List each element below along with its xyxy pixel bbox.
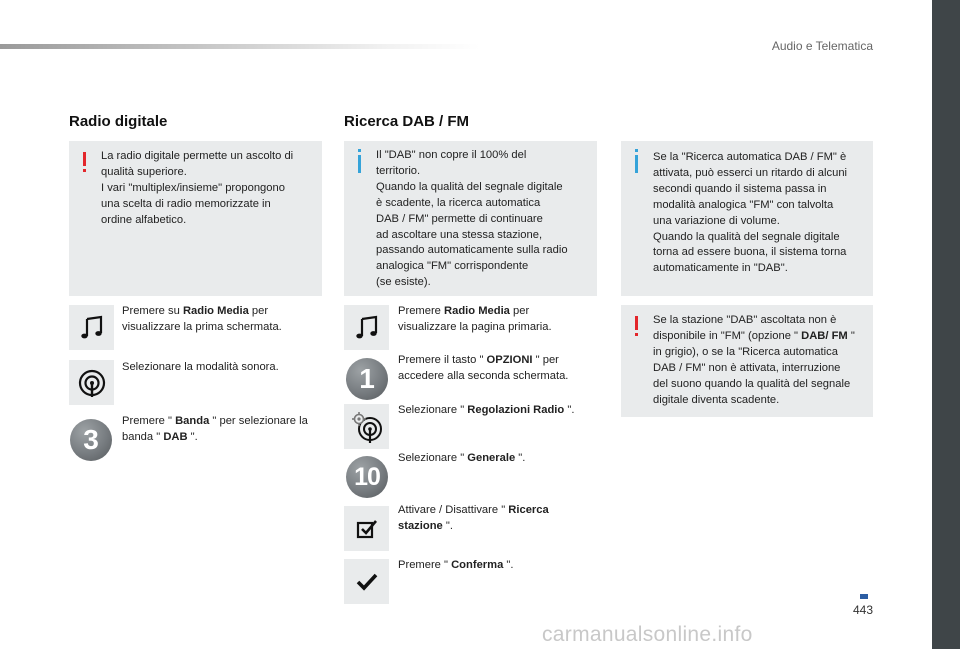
- note-line: ordine alfabetico.: [101, 213, 187, 226]
- note-line: ad ascoltare una stessa stazione,: [376, 228, 543, 241]
- note-line: in grigio), o se la "Ricerca automatica: [653, 345, 838, 358]
- step-keyword: DAB: [163, 430, 188, 443]
- step-text-part: Selezionare ": [398, 404, 468, 416]
- step-text-part: Premere: [398, 305, 445, 317]
- note-line: (se esiste).: [376, 276, 431, 289]
- note-line: Se la "Ricerca automatica DAB / FM" è: [653, 151, 847, 163]
- note-line: passando automaticamente sulla radio: [376, 244, 568, 257]
- step-text-part: " per selezionare la: [209, 415, 308, 427]
- note-text-part: disponibile in "FM" (opzione ": [653, 329, 802, 342]
- checkmark-icon: [344, 559, 389, 604]
- step-text-part: Attivare / Disattivare ": [398, 504, 509, 516]
- note-line: secondi quando il sistema passa in: [653, 182, 827, 195]
- page-marker: [860, 594, 868, 599]
- header-gradient-bar: [0, 44, 480, 49]
- step-text-part: Selezionare ": [398, 452, 468, 464]
- step-keyword: stazione: [398, 519, 443, 532]
- note-line: modalità analogica "FM" con talvolta: [653, 198, 834, 211]
- step-text-part: ".: [442, 519, 453, 532]
- step-text-conferma: [398, 558, 603, 574]
- step-text-opzioni: [398, 353, 603, 385]
- radio-signal-icon: [69, 360, 114, 405]
- note-line: territorio.: [376, 164, 421, 177]
- step-text-part: Premere il tasto ": [398, 354, 487, 366]
- note-line: La radio digitale permette un ascolto di: [101, 150, 294, 162]
- checkbox-icon: [344, 506, 389, 551]
- step-badge: 3: [70, 419, 112, 461]
- step-keyword: Conferma: [451, 559, 504, 571]
- step-text-generale: [398, 451, 603, 467]
- step-text-part: ".: [187, 430, 198, 443]
- step-text-part: banda ": [122, 430, 164, 443]
- step-text-ricerca-stazione: [398, 503, 603, 535]
- step-text-part: per: [509, 305, 530, 317]
- step-keyword: Radio Media: [182, 305, 249, 317]
- header-title: Audio e Telematica: [771, 39, 873, 53]
- note-line: DAB / FM" non è attivata, interruzione: [653, 361, 841, 374]
- note-line: Il "DAB" non copre il 100% del: [376, 149, 527, 161]
- note-line: del suono quando la qualità del segnale: [653, 377, 851, 390]
- step-keyword: Ricerca: [508, 504, 549, 516]
- note-line: DAB / FM" permette di continuare: [376, 212, 543, 225]
- note-line: una variazione di volume.: [653, 214, 780, 227]
- note-line: torna ad essere buona, il sistema torna: [653, 246, 847, 259]
- note-line: I vari "multiplex/insieme" propongono: [101, 181, 285, 194]
- step-keyword: Banda: [175, 415, 210, 427]
- step-text-part: per: [248, 305, 269, 317]
- side-strip: [932, 0, 960, 649]
- step-text-part: Premere ": [122, 415, 176, 427]
- note-line: Quando la qualità del segnale digitale: [653, 230, 840, 243]
- radio-settings-icon: [344, 404, 389, 449]
- warning-note-radio-digitale: [69, 141, 322, 296]
- step-text-banda: [122, 414, 327, 446]
- step-keyword: Generale: [467, 452, 516, 464]
- step-badge: 10: [346, 456, 388, 498]
- watermark: carmanualsonline.info: [542, 623, 753, 646]
- note-line: una scelta di radio memorizzate in: [101, 197, 271, 210]
- section-title-radio-digitale: Radio digitale: [69, 113, 168, 130]
- step-text-part: ".: [564, 404, 575, 416]
- step-keyword: OPZIONI: [486, 354, 533, 366]
- warning-note-stazione-non-disponibile: [621, 305, 873, 417]
- note-line: [653, 329, 863, 345]
- step-text-part: visualizzare la pagina primaria.: [398, 320, 552, 333]
- page-number: 443: [852, 603, 873, 617]
- step-text-part: visualizzare la prima schermata.: [122, 320, 282, 333]
- step-keyword: Radio Media: [444, 305, 510, 317]
- info-note-dab-copertura: [344, 141, 597, 296]
- info-note-ricerca-automatica: [621, 141, 873, 296]
- step-text-radio-media: [122, 304, 327, 336]
- music-note-icon: [69, 305, 114, 350]
- step-text-part: ".: [515, 452, 526, 464]
- note-line: è scadente, la ricerca automatica: [376, 196, 541, 209]
- note-line: automaticamente in "DAB".: [653, 262, 788, 275]
- note-line: Quando la qualità del segnale digitale: [376, 180, 563, 193]
- step-text-modalita-sonora: Selezionare la modalità sonora.: [122, 361, 279, 373]
- note-keyword: DAB/ FM: [801, 329, 848, 342]
- step-text-part: " per: [532, 354, 559, 366]
- note-line: attivata, può esserci un ritardo di alcuni: [653, 166, 848, 179]
- note-line: analogica "FM" corrispondente: [376, 260, 529, 273]
- step-text-part: ".: [503, 559, 514, 571]
- step-text-regolazioni-radio: [398, 403, 603, 419]
- step-badge: 1: [346, 358, 388, 400]
- step-text-part: Premere ": [398, 559, 452, 571]
- step-keyword: Regolazioni Radio: [467, 404, 565, 416]
- section-title-ricerca-dab-fm: Ricerca DAB / FM: [344, 113, 470, 130]
- note-text-part: ": [847, 329, 855, 342]
- step-text-part: Premere su: [122, 305, 183, 317]
- note-line: Se la stazione "DAB" ascoltata non è: [653, 314, 837, 326]
- note-line: digitale diventa scadente.: [653, 393, 780, 406]
- music-note-icon: [344, 305, 389, 350]
- step-text-part: accedere alla seconda schermata.: [398, 369, 569, 382]
- step-text-radio-media-primaria: [398, 304, 603, 336]
- note-line: qualità superiore.: [101, 165, 187, 178]
